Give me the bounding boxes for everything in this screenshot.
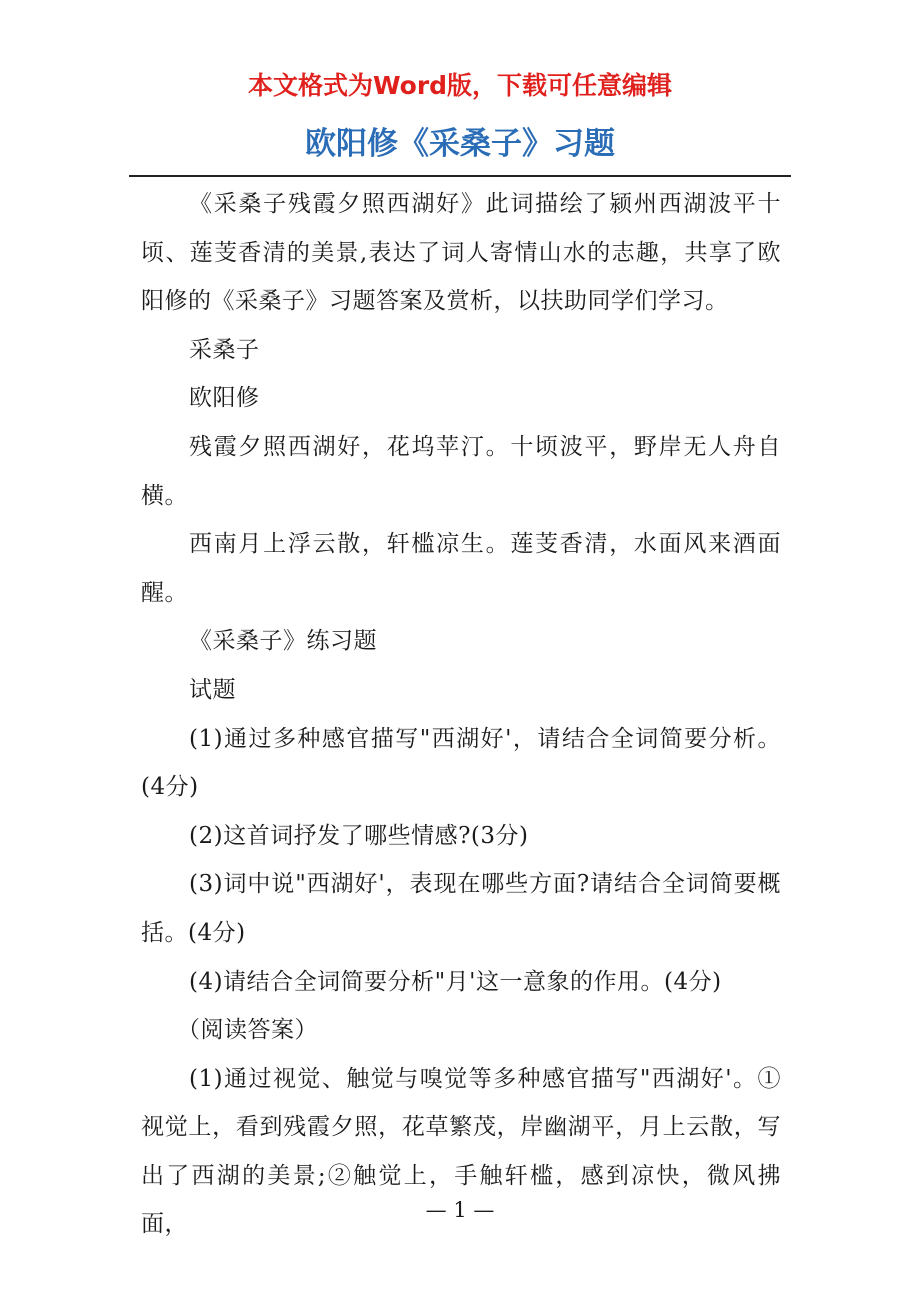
document-body <box>141 180 781 1249</box>
answers-heading: （阅读答案） <box>177 1017 318 1044</box>
answer-1: (1)通过视觉、触觉与嗅觉等多种感官描写"西湖好'。①视觉上，看到残霞夕照，花草繁茂，岸幽湖平，月上云散，写出了西湖的美景;②触觉上，手触轩槛，感到凉快，微风拂面， <box>141 1065 781 1238</box>
question-1: (1)通过多种感官描写"西湖好'，请结合全词简要分析。(4分) <box>141 725 781 801</box>
question-3: (3)词中说"西湖好'，表现在哪些方面?请结合全词简要概括。(4分) <box>141 871 781 946</box>
poem-stanza-2: 西南月上浮云散，轩槛凉生。莲芰香清，水面风来酒面醒。 <box>141 531 781 606</box>
poem-title: 采桑子 <box>189 336 260 363</box>
intro-paragraph: 《采桑子残霞夕照西湖好》此词描绘了颍州西湖波平十顷、莲芰香清的美景,表达了词人寄情山水的志趣，共享了欧阳修的《采桑子》习题答案及赏析，以扶助同学们学习。 <box>141 191 781 315</box>
poem-stanza-1: 残霞夕照西湖好，花坞苹汀。十顷波平，野岸无人舟自横。 <box>141 433 781 509</box>
document-title: 欧阳修《采桑子》习题 <box>305 126 615 162</box>
question-4: (4)请结合全词简要分析"月'这一意象的作用。(4分) <box>189 968 722 995</box>
format-notice-banner: 本文格式为Word版，下载可任意编辑 <box>247 71 673 100</box>
questions-heading: 试题 <box>189 676 236 703</box>
header-divider <box>129 175 791 177</box>
question-2: (2)这首词抒发了哪些情感?(3分) <box>189 822 529 849</box>
exercise-heading: 《采桑子》练习题 <box>189 628 377 655</box>
poem-author: 欧阳修 <box>189 385 260 412</box>
page-number: — 1 — <box>425 1198 495 1222</box>
